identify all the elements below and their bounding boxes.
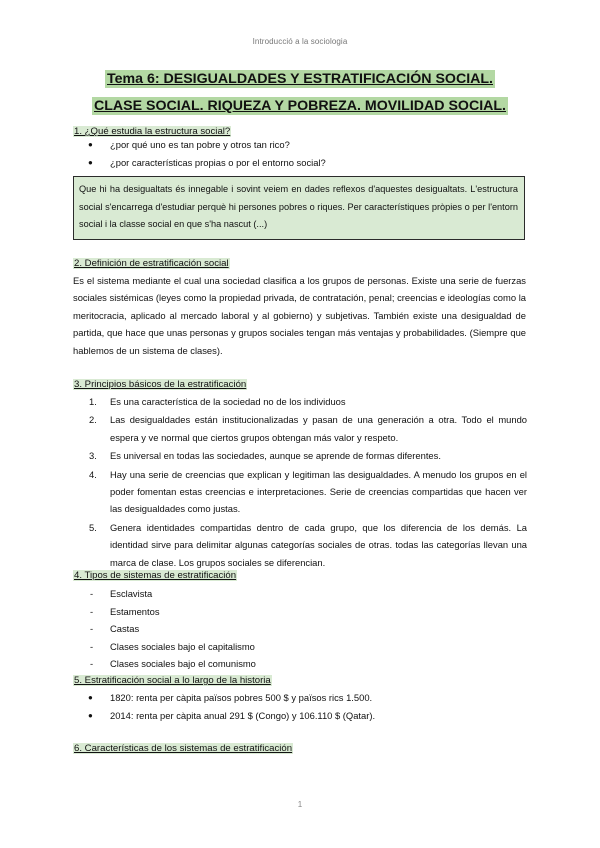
highlight-box-text: Que hi ha desigualtats és innegable i sovint veiem en dades reflexos d'aquestes desigualtats. L'estructura social s'encarrega d'estudiar perquè hi persones pobres o riques. Per característiques pròpies o per l'entorn social i la classe social en que s'ha nascut (...) <box>79 184 518 230</box>
list-item <box>73 603 256 621</box>
dash-icon: - <box>90 658 94 670</box>
bullet-icon: ● <box>88 140 93 149</box>
list-item <box>73 411 527 446</box>
section-2-paragraph: Es el sistema mediante el cual una sociedad clasifica a los grupos de personas. Existe una serie de fuerzas sociales sistémicas (leyes como la propiedad privada, de contratación, penal; creencias e ideologías como la meritocracia, aplicado al mercado laboral y al gobierno) y subjetivas. También existe una desigualdad de partida, que hace que unas personas y grupos sociales tengan más ventajas y probabilidades. (Siempre que hablemos de un sistema de clases). <box>73 275 526 356</box>
section-6-heading <box>73 743 293 754</box>
list-item-text: Esclavista <box>110 588 153 599</box>
list-item <box>73 519 527 571</box>
list-item-text: Hay una serie de creencias que explican y legitiman las desigualdades. A menudo los grupos en el poder fomentan estas creencias e interpretaciones. Serie de creencias compartidas que hacen ver las desigualdades como justas. <box>110 468 527 515</box>
section-4-dash-list <box>73 585 256 673</box>
list-item <box>73 393 527 410</box>
section-1-bullet-list <box>0 136 326 171</box>
list-item-text: Las desigualdades están institucionalizadas y pasan de una generación a otra. Todo el mundo espera y ve normal que ciertos grupos obtengan más valor y respeto. <box>110 414 527 443</box>
title-line-2 <box>0 97 600 115</box>
title-line-1 <box>0 70 600 88</box>
section-2-heading-text: 2. Definición de estratificación social <box>74 258 229 269</box>
section-5-heading <box>73 675 272 686</box>
page-header: Introducció a la sociologia <box>252 37 348 46</box>
list-item-text: Clases sociales bajo el capitalismo <box>110 640 255 652</box>
section-6-heading-text: 6. Características de los sistemas de estratificación <box>74 743 293 754</box>
title-line-2-text: CLASE SOCIAL. RIQUEZA Y POBREZA. MOVILIDAD SOCIAL. <box>94 98 506 114</box>
section-4-heading <box>73 570 237 581</box>
bullet-icon: ● <box>88 693 93 702</box>
dash-icon: - <box>90 588 94 599</box>
section-3-heading-text: 3. Principios básicos de la estratificación <box>74 379 247 390</box>
dash-icon: - <box>90 640 94 652</box>
section-5-heading-text: 5. Estratificación social a lo largo de la historia <box>74 675 271 686</box>
section-5-bullet-list <box>73 689 375 724</box>
list-item-number: 2. <box>89 414 97 426</box>
list-item <box>73 655 256 673</box>
section-4-heading-text: 4. Tipos de sistemas de estratificación <box>74 570 237 581</box>
list-item-text: Genera identidades compartidas dentro de cada grupo, que los diferencia de los demás. La identidad sirve para delimitar algunas categorías sociales de otras. todas las categorías llevan una marca de clase. Los grupos sociales se diferencian. <box>110 521 527 568</box>
list-item-text: 1820: renta per càpita països pobres 500 $ y països rics 1.500. <box>110 692 373 703</box>
list-item <box>73 447 527 464</box>
list-item <box>73 585 256 603</box>
list-item-number: 5. <box>89 521 97 533</box>
list-item-number: 3. <box>89 450 97 462</box>
list-item-text: 2014: renta per càpita anual 291 $ (Congo) y 106.110 $ (Qatar). <box>110 709 376 721</box>
page-number: 1 <box>297 800 303 809</box>
dash-icon: - <box>90 605 94 617</box>
list-item-text: Castas <box>110 623 140 635</box>
list-item <box>73 689 375 707</box>
list-item-text: ¿por características propias o por el entorno social? <box>110 156 326 168</box>
list-item <box>73 707 375 725</box>
list-item-text: Clases sociales bajo el comunismo <box>110 658 256 670</box>
list-item <box>73 638 256 656</box>
list-item <box>0 136 326 154</box>
section-1-heading-text: 1. ¿Qué estudia la estructura social? <box>74 126 231 137</box>
list-item-text: Es universal en todas las sociedades, aunque se aprende de formas diferentes. <box>110 450 441 462</box>
list-item <box>0 154 326 172</box>
bullet-icon: ● <box>88 710 93 720</box>
list-item-text: Es una característica de la sociedad no de los individuos <box>110 396 346 407</box>
list-item <box>73 466 527 518</box>
bullet-icon: ● <box>88 157 93 167</box>
highlight-box <box>73 176 525 240</box>
section-2-heading <box>73 258 230 269</box>
list-item <box>73 620 256 638</box>
list-item-number: 4. <box>89 468 97 480</box>
dash-icon: - <box>90 623 94 635</box>
list-item-text: Estamentos <box>110 605 160 617</box>
list-item-text: ¿por qué uno es tan pobre y otros tan rico? <box>110 139 290 150</box>
title-line-1-text: Tema 6: DESIGUALDADES Y ESTRATIFICACIÓN SOCIAL. <box>107 71 493 87</box>
section-3-numbered-list <box>73 393 527 572</box>
list-item-number: 1. <box>89 396 97 407</box>
section-3-heading <box>73 379 247 390</box>
